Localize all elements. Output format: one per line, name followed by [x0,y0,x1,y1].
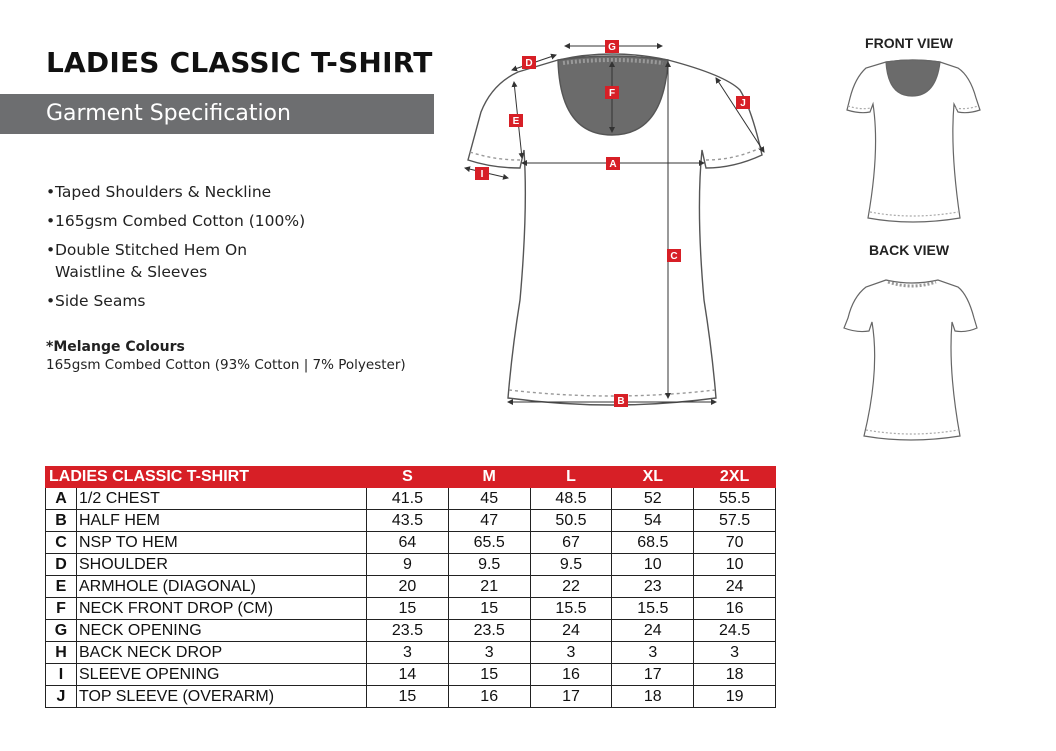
row-code: F [46,598,77,620]
row-value: 23.5 [367,620,449,642]
row-value: 65.5 [448,532,530,554]
row-value: 9.5 [448,554,530,576]
marker-c-icon [667,249,681,262]
feature-item: • Side Seams [46,290,346,312]
row-value: 21 [448,576,530,598]
row-value: 15 [367,598,449,620]
row-value: 55.5 [694,488,776,510]
row-value: 14 [367,664,449,686]
marker-d-icon [522,56,536,69]
row-value: 10 [612,554,694,576]
front-view-label: FRONT VIEW [865,35,953,51]
table-row [46,642,776,664]
row-label: NECK OPENING [77,620,367,642]
size-header: XL [612,467,694,488]
row-code: D [46,554,77,576]
table-header-row [46,467,776,488]
size-spec-table [45,466,776,708]
row-label: SLEEVE OPENING [77,664,367,686]
row-value: 16 [530,664,612,686]
row-value: 3 [530,642,612,664]
row-code: B [46,510,77,532]
row-value: 24 [530,620,612,642]
page-title: LADIES CLASSIC T-SHIRT [46,46,433,79]
row-label: 1/2 CHEST [77,488,367,510]
row-value: 54 [612,510,694,532]
row-value: 70 [694,532,776,554]
row-value: 67 [530,532,612,554]
front-view-shirt-drawing [847,60,980,222]
row-value: 3 [367,642,449,664]
svg-text:I: I [480,169,484,180]
row-value: 24 [612,620,694,642]
svg-text:A: A [609,159,617,170]
size-header: L [530,467,612,488]
row-value: 50.5 [530,510,612,532]
svg-text:G: G [608,42,616,53]
row-value: 16 [694,598,776,620]
row-value: 47 [448,510,530,532]
row-value: 9 [367,554,449,576]
row-value: 3 [694,642,776,664]
svg-text:C: C [670,251,678,262]
row-label: ARMHOLE (DIAGONAL) [77,576,367,598]
feature-item: • Double Stitched Hem On Waistline & Sleeves [46,239,276,283]
marker-g-icon [605,40,619,53]
table-row [46,664,776,686]
row-label: SHOULDER [77,554,367,576]
row-code: H [46,642,77,664]
row-value: 17 [530,686,612,708]
row-value: 22 [530,576,612,598]
feature-item: • 165gsm Combed Cotton (100%) [46,210,346,232]
table-row [46,598,776,620]
row-value: 52 [612,488,694,510]
row-value: 15.5 [530,598,612,620]
row-value: 9.5 [530,554,612,576]
size-header: 2XL [694,467,776,488]
row-value: 15.5 [612,598,694,620]
row-label: NECK FRONT DROP (CM) [77,598,367,620]
svg-text:D: D [525,58,533,69]
row-value: 64 [367,532,449,554]
marker-b-icon [614,394,628,407]
row-value: 41.5 [367,488,449,510]
svg-text:B: B [617,396,625,407]
row-value: 19 [694,686,776,708]
table-body [46,488,776,708]
table-row [46,510,776,532]
row-label: BACK NECK DROP [77,642,367,664]
row-value: 16 [448,686,530,708]
row-code: C [46,532,77,554]
row-code: J [46,686,77,708]
row-code: G [46,620,77,642]
back-view-shirt-drawing [844,280,977,440]
melange-title: *Melange Colours [46,339,185,355]
row-value: 68.5 [612,532,694,554]
row-value: 18 [694,664,776,686]
row-value: 15 [448,598,530,620]
size-header: S [367,467,449,488]
marker-e-icon [509,114,523,127]
row-value: 15 [367,686,449,708]
marker-a-icon [606,157,620,170]
table-row [46,686,776,708]
row-value: 24 [694,576,776,598]
marker-j-icon [736,96,750,109]
row-value: 3 [612,642,694,664]
row-value: 3 [448,642,530,664]
row-label: TOP SLEEVE (OVERARM) [77,686,367,708]
table-row [46,554,776,576]
row-value: 10 [694,554,776,576]
row-value: 48.5 [530,488,612,510]
row-label: HALF HEM [77,510,367,532]
table-title: LADIES CLASSIC T-SHIRT [46,467,367,488]
row-value: 18 [612,686,694,708]
svg-text:E: E [512,116,520,127]
row-value: 57.5 [694,510,776,532]
marker-f-icon [605,86,619,99]
svg-text:F: F [608,88,616,99]
row-label: NSP TO HEM [77,532,367,554]
row-value: 15 [448,664,530,686]
row-value: 45 [448,488,530,510]
back-view-label: BACK VIEW [868,242,950,258]
row-code: A [46,488,77,510]
row-code: I [46,664,77,686]
row-code: E [46,576,77,598]
table-row [46,620,776,642]
main-shirt-drawing [468,54,762,405]
row-value: 17 [612,664,694,686]
page-subtitle: Garment Specification [46,101,291,126]
row-value: 23.5 [448,620,530,642]
marker-i-icon [475,167,489,180]
table-row [46,576,776,598]
table-row [46,488,776,510]
row-value: 20 [367,576,449,598]
row-value: 24.5 [694,620,776,642]
feature-item: • Taped Shoulders & Neckline [46,181,346,203]
svg-text:J: J [740,98,746,109]
table-row [46,532,776,554]
size-header: M [448,467,530,488]
melange-text: 165gsm Combed Cotton (93% Cotton | 7% Polyester) [46,357,406,373]
row-value: 43.5 [367,510,449,532]
row-value: 23 [612,576,694,598]
